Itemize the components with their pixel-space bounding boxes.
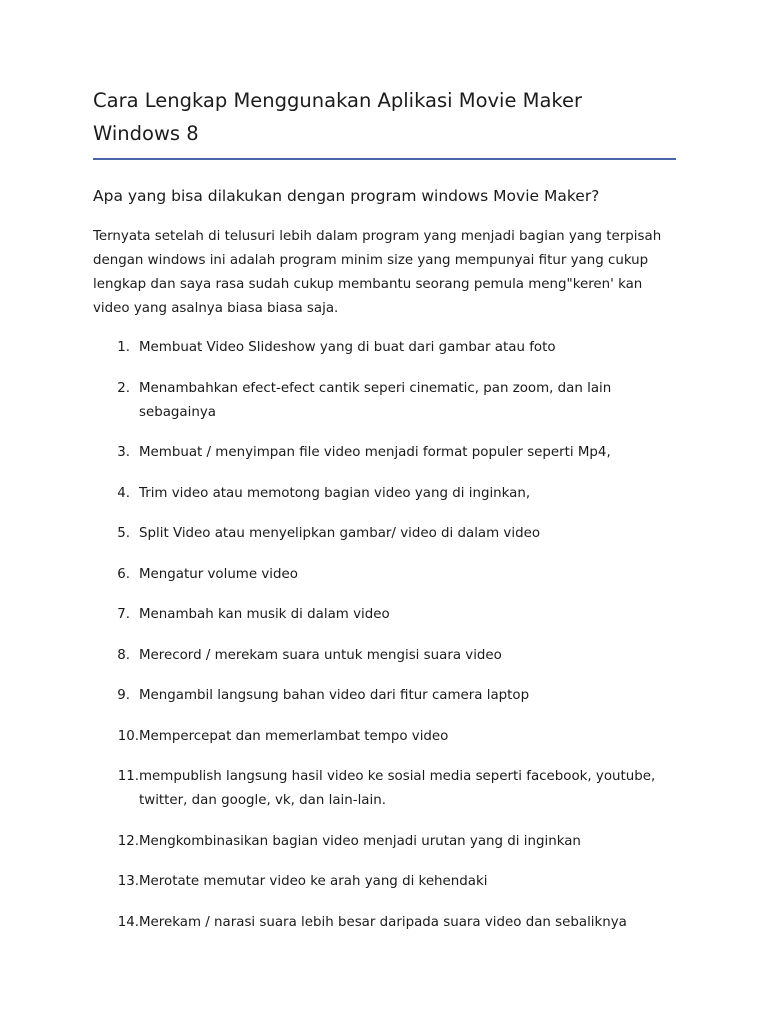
list-item xyxy=(93,911,676,935)
list-item-number: 4. xyxy=(117,485,130,501)
list-item-text: Menambah kan musik di dalam video xyxy=(139,607,390,622)
list-item-number: 9. xyxy=(117,688,130,703)
list-item-number: 2. xyxy=(117,380,130,396)
list-item-number: 12. xyxy=(117,833,139,849)
document-title: Cara Lengkap Menggunakan Aplikasi Movie Maker Windows 8 xyxy=(93,89,583,145)
list-item-text: Mengambil langsung bahan video dari fitur camera laptop xyxy=(139,688,530,703)
list-item xyxy=(93,765,676,813)
list-item xyxy=(93,336,676,360)
list-item xyxy=(93,684,676,708)
list-item xyxy=(93,603,676,627)
title-underline-rule xyxy=(93,158,676,160)
list-item xyxy=(93,482,676,506)
list-item xyxy=(93,644,676,668)
list-item-number: 11. xyxy=(117,769,139,784)
list-item xyxy=(93,441,676,465)
list-item-text: Merecord / merekam suara untuk mengisi suara video xyxy=(139,647,502,663)
list-item-text: Menambahkan efect-efect cantik seperi cinematic, pan zoom, dan lain sebagainya xyxy=(139,380,612,420)
list-item-text: Merekam / narasi suara lebih besar daripada suara video dan sebaliknya xyxy=(139,914,627,930)
feature-list xyxy=(93,336,676,935)
list-item-number: 14. xyxy=(117,914,139,930)
list-item xyxy=(93,563,676,587)
list-item-text: Mempercepat dan memerlambat tempo video xyxy=(139,728,449,744)
list-item xyxy=(93,522,676,546)
list-item xyxy=(93,377,676,425)
intro-paragraph: Ternyata setelah di telusuri lebih dalam program yang menjadi bagian yang terpisah dengan windows ini adalah program minim size yang mempunyai fitur yang cukup lengkap dan saya rasa sudah cukup membantu seorang pemula meng"keren' kan video yang asalnya biasa biasa saja. xyxy=(93,229,662,316)
list-item-number: 1. xyxy=(117,340,130,355)
list-item-number: 5. xyxy=(117,526,130,541)
list-item-number: 6. xyxy=(117,566,130,582)
list-item-text: mempublish langsung hasil video ke sosial media seperti facebook, youtube, twitter, dan google, vk, dan lain-lain. xyxy=(139,769,656,808)
list-item-number: 7. xyxy=(117,607,130,622)
list-item-number: 10. xyxy=(117,728,139,744)
list-item xyxy=(93,870,676,894)
list-item-text: Mengatur volume video xyxy=(139,566,298,582)
list-item xyxy=(93,725,676,749)
section-heading: Apa yang bisa dilakukan dengan program windows Movie Maker? xyxy=(93,187,600,205)
list-item-number: 3. xyxy=(117,445,130,460)
list-item-text: Membuat Video Slideshow yang di buat dari gambar atau foto xyxy=(139,340,556,355)
list-item-text: Membuat / menyimpan file video menjadi format populer seperti Mp4, xyxy=(139,445,611,460)
list-item-number: 13. xyxy=(117,874,139,889)
list-item xyxy=(93,830,676,854)
list-item-text: Trim video atau memotong bagian video yang di inginkan, xyxy=(139,485,531,501)
list-item-text: Split Video atau menyelipkan gambar/ video di dalam video xyxy=(139,526,541,541)
list-item-text: Merotate memutar video ke arah yang di kehendaki xyxy=(139,874,488,889)
list-item-number: 8. xyxy=(117,647,130,663)
list-item-text: Mengkombinasikan bagian video menjadi urutan yang di inginkan xyxy=(139,833,581,849)
